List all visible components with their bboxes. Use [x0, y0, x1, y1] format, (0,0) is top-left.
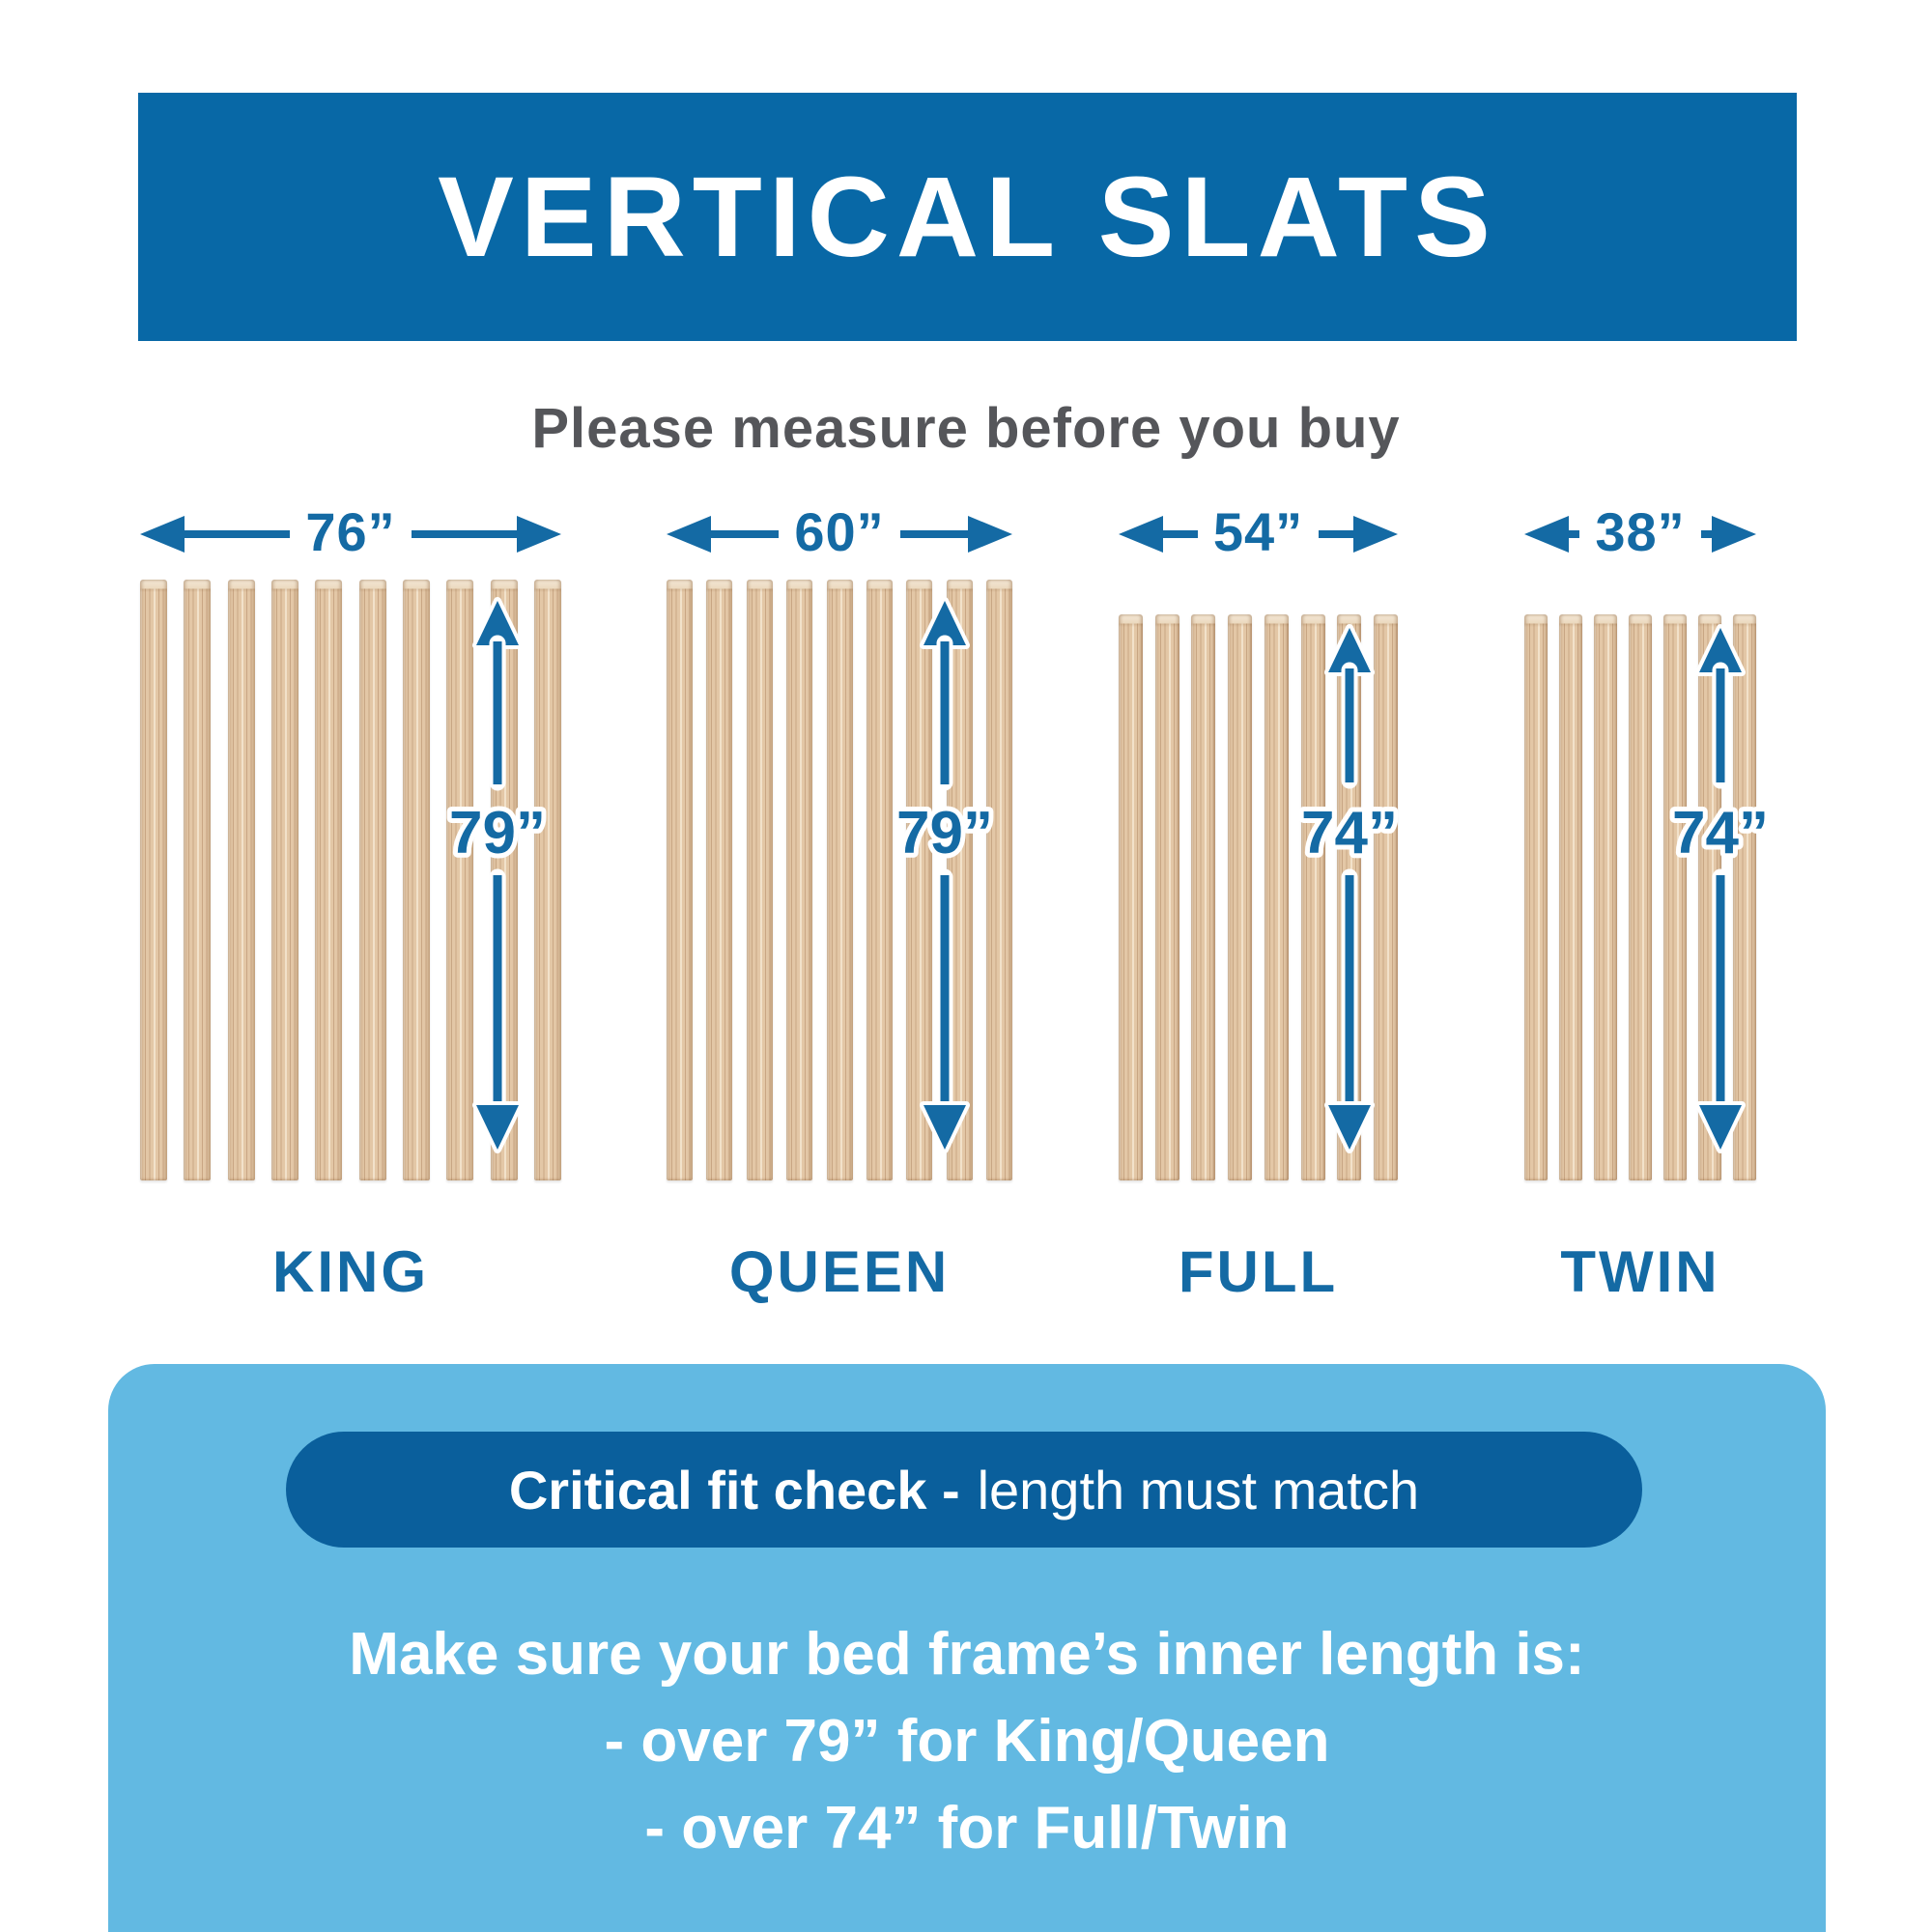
fit-check-line-1: Make sure your bed frame’s inner length is: [349, 1621, 1585, 1688]
size-group-twin [1524, 501, 1769, 1308]
length-arrow-full [1119, 614, 1398, 1180]
width-arrow-full [1119, 501, 1398, 562]
size-group-full [1119, 501, 1398, 1308]
arrow-left-icon [140, 516, 185, 553]
fit-check-panel [108, 1364, 1826, 1932]
length-arrow-king [140, 580, 561, 1180]
arrow-shaft [1701, 530, 1712, 538]
fit-check-pill-rest: length must match [977, 1459, 1420, 1520]
size-name-full: FULL [1178, 1239, 1339, 1304]
arrow-right-icon [517, 516, 561, 553]
size-name-twin: TWIN [1560, 1239, 1720, 1304]
width-label: 38” [1595, 501, 1686, 562]
size-name-king: KING [272, 1239, 429, 1304]
arrow-down-icon [476, 1105, 519, 1150]
arrow-down-icon [1328, 1105, 1371, 1150]
length-arrow-twin [1524, 614, 1769, 1180]
arrow-left-icon [1524, 516, 1569, 553]
arrow-right-icon [968, 516, 1012, 553]
arrow-shaft [1319, 530, 1353, 538]
slat-panel-full [1119, 614, 1398, 1180]
fit-check-text [108, 1611, 1826, 1872]
fit-check-pill-highlight: Critical fit check - [508, 1459, 960, 1520]
arrow-down-icon [1699, 1105, 1742, 1150]
subtitle: Please measure before you buy [531, 396, 1401, 460]
arrow-shaft [900, 530, 968, 538]
width-arrow-king [140, 501, 561, 562]
arrow-left-icon [1119, 516, 1163, 553]
width-arrow-queen [667, 501, 1012, 562]
arrow-shaft [1163, 530, 1198, 538]
arrow-shaft [1569, 530, 1579, 538]
fit-check-pill [286, 1432, 1642, 1548]
length-label: 79” [449, 800, 546, 867]
page-title: VERTICAL SLATS [438, 153, 1497, 281]
length-arrow-queen [667, 580, 1012, 1180]
fit-check-line-2: - over 79” for King/Queen [604, 1708, 1330, 1775]
arrow-left-icon [667, 516, 711, 553]
arrow-right-icon [1712, 516, 1756, 553]
arrow-shaft [711, 530, 779, 538]
width-label: 54” [1212, 501, 1304, 562]
size-group-queen [667, 501, 1012, 1308]
slat-panel-queen [667, 580, 1012, 1180]
slat-panel-twin [1524, 614, 1769, 1180]
width-label: 60” [794, 501, 885, 562]
arrow-right-icon [1353, 516, 1398, 553]
size-name-queen: QUEEN [728, 1239, 951, 1304]
length-label: 74” [1672, 800, 1769, 867]
header-banner [138, 93, 1797, 341]
slat-panel-king [140, 580, 561, 1180]
width-arrow-twin [1524, 501, 1756, 562]
width-label: 76” [305, 501, 396, 562]
arrow-down-icon [923, 1105, 966, 1150]
arrow-shaft [412, 530, 517, 538]
size-group-king [140, 501, 561, 1308]
fit-check-line-3: - over 74” for Full/Twin [644, 1795, 1290, 1861]
length-label: 74” [1301, 800, 1398, 867]
length-label: 79” [896, 800, 993, 867]
arrow-shaft [185, 530, 290, 538]
